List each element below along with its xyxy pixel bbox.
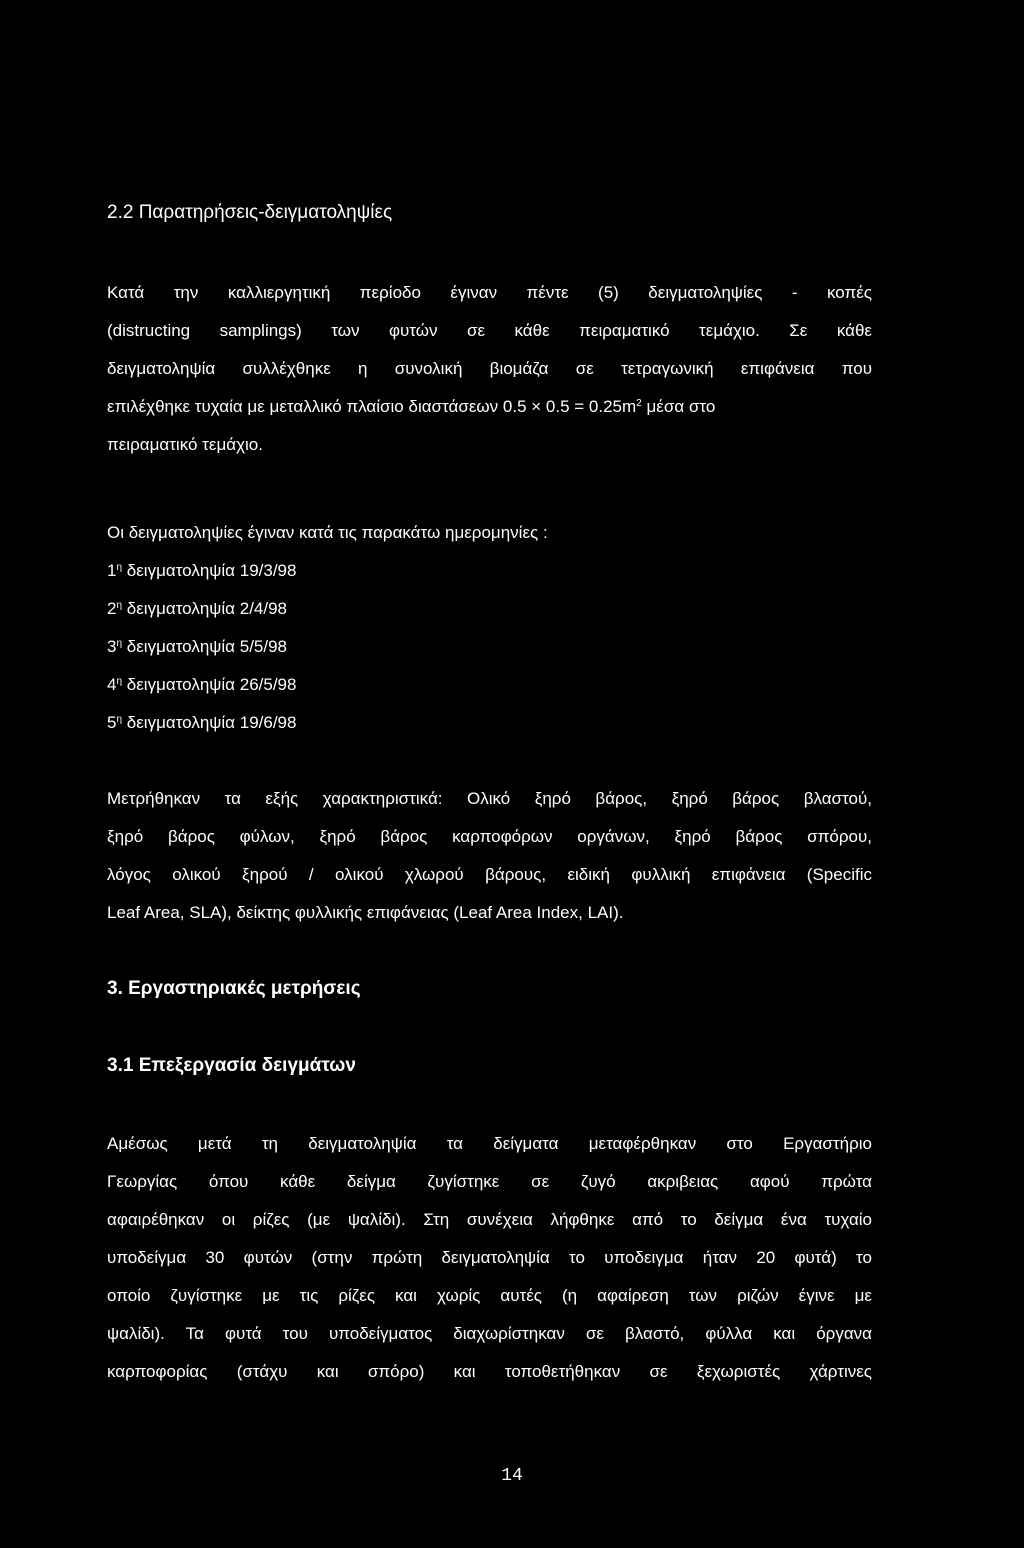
sampling-number: 5 [107,713,117,732]
paragraph-measured-traits [107,780,872,932]
paragraph-sample-processing [107,1125,872,1391]
section-heading-2-2: 2.2 Παρατηρήσεις-δειγματοληψίες [107,202,393,223]
text-line: υποδείγμα 30 φυτών (στην πρώτη δειγματοληψία το υποδειγμα ήταν 20 φυτά) το [107,1248,872,1267]
sampling-date-row [107,666,872,704]
text-line: αφαιρέθηκαν οι ρίζες (με ψαλίδι). Στη συνέχεια λήφθηκε από το δείγμα ένα τυχαίο [107,1210,872,1229]
section-heading-3: 3. Εργαστηριακές μετρήσεις [107,978,361,999]
text-line: δειγματοληψία συλλέχθηκε η συνολική βιομάζα σε τετραγωνική επιφάνεια που [107,359,872,378]
ordinal-superscript: η [116,562,123,573]
sampling-date-row [107,552,872,590]
ordinal-superscript: η [116,714,123,725]
ordinal-superscript: η [116,600,123,611]
sampling-number: 4 [107,675,117,694]
text-line: ξηρό βάρος φύλων, ξηρό βάρος καρποφόρων οργάνων, ξηρό βάρος σπόρου, [107,827,872,846]
paragraph-sampling-intro [107,274,872,464]
sampling-label: δειγματοληψία [126,713,235,732]
sampling-date: 5/5/98 [239,637,287,656]
text-line-with-area [107,388,872,426]
text-line: Leaf Area, SLA), δείκτης φυλλικής επιφάνειας (Leaf Area Index, LAI). [107,903,624,922]
text-line: Μετρήθηκαν τα εξής χαρακτηριστικά: Ολικό ξηρό βάρος, ξηρό βάρος βλαστού, [107,789,872,808]
sampling-date: 19/3/98 [239,561,297,580]
text-line: (distructing samplings) των φυτών σε κάθε πειραματικό τεμάχιο. Σε κάθε [107,321,872,340]
sampling-label: δειγματοληψία [126,637,235,656]
text-line: καρποφορίας (στάχυ και σπόρο) και τοποθετήθηκαν σε ξεχωριστές χάρτινες [107,1362,872,1381]
sampling-label: δειγματοληψία [126,561,235,580]
sampling-date: 2/4/98 [239,599,287,618]
sampling-date: 26/5/98 [239,675,297,694]
ordinal-superscript: η [116,676,123,687]
text-line: επιλέχθηκε τυχαία με μεταλλικό πλαίσιο διαστάσεων 0.5 × 0.5 = 0.25m [107,397,637,416]
sampling-number: 2 [107,599,117,618]
sampling-number: 1 [107,561,117,580]
text-line: πειραματικό τεμάχιο. [107,435,263,454]
ordinal-superscript: η [116,638,123,649]
text-line: ψαλίδι). Τα φυτά του υποδείγματος διαχωρίστηκαν σε βλαστό, φύλλα και όργανα [107,1324,872,1343]
sampling-label: δειγματοληψία [126,599,235,618]
text-line: οποίο ζυγίστηκε με τις ρίζες και χωρίς αυτές (η αφαίρεση των ριζών έγινε με [107,1286,872,1305]
page-number: 14 [501,1466,523,1486]
text-line: Γεωργίας όπου κάθε δείγμα ζυγίστηκε σε ζυγό ακριβειας αφού πρώτα [107,1172,872,1191]
area-superscript: 2 [636,398,642,409]
text-line: λόγος ολικού ξηρού / ολικού χλωρού βάρους, ειδική φυλλική επιφάνεια (Specific [107,865,872,884]
section-heading-3-1: 3.1 Επεξεργασία δειγμάτων [107,1055,356,1076]
text-line: Αμέσως μετά τη δειγματοληψία τα δείγματα μεταφέρθηκαν στο Εργαστήριο [107,1134,872,1153]
sampling-date-row [107,590,872,628]
sampling-date-row [107,704,872,742]
sampling-number: 3 [107,637,117,656]
paragraph-sampling-dates [107,514,872,742]
dates-intro: Οι δειγματοληψίες έγιναν κατά τις παρακάτω ημερομηνίες : [107,523,548,542]
sampling-label: δειγματοληψία [126,675,235,694]
text-line: Κατά την καλλιεργητική περίοδο έγιναν πέντε (5) δειγματοληψίες - κοπές [107,283,872,302]
sampling-date: 19/6/98 [239,713,297,732]
sampling-date-row [107,628,872,666]
area-suffix: μέσα στο [641,397,716,416]
